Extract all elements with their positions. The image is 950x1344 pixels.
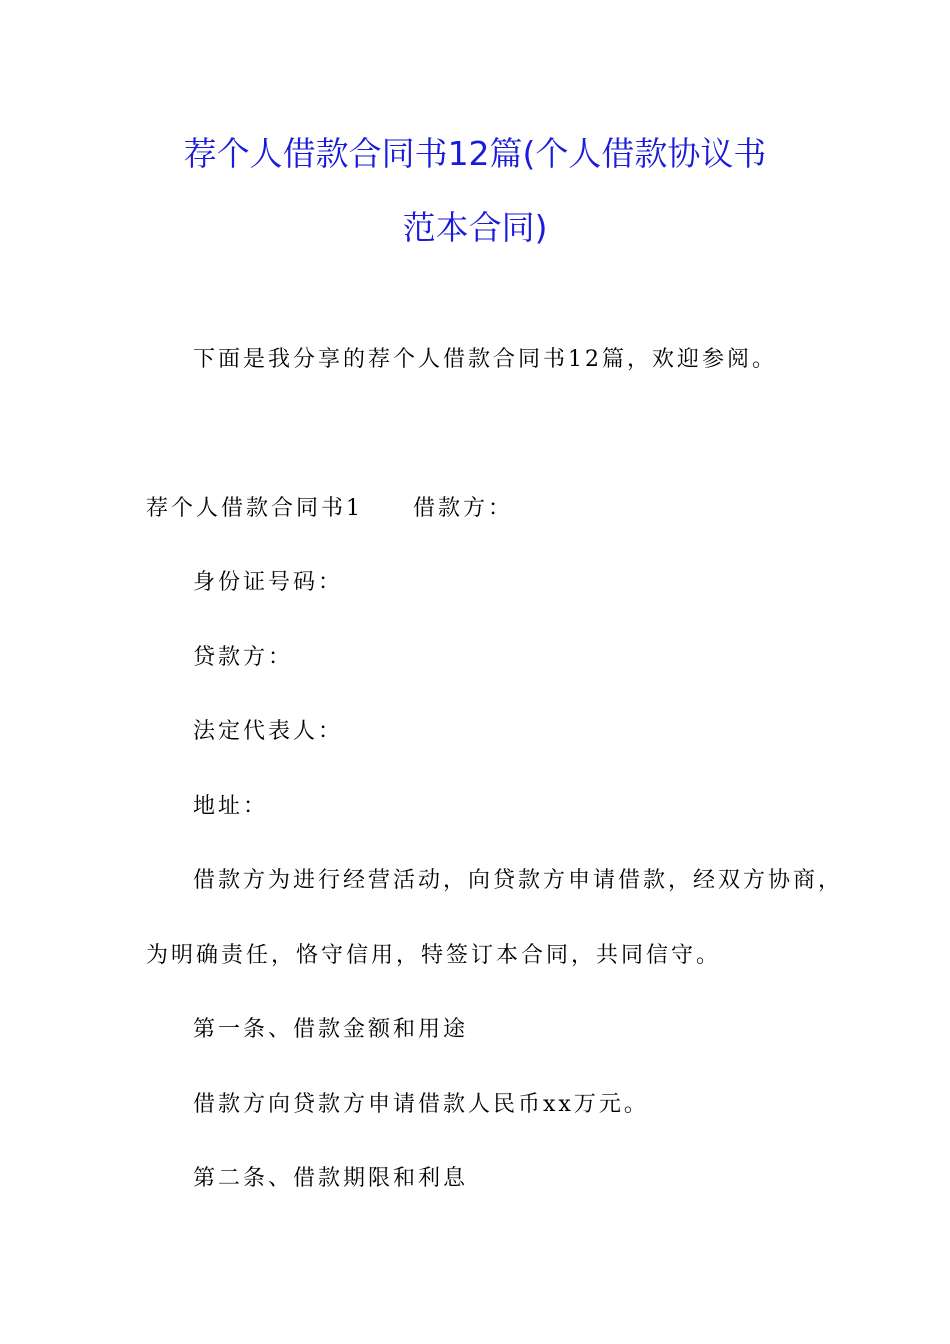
section-1-heading-line <box>146 494 513 524</box>
intro-paragraph: 下面是我分享的荐个人借款合同书12篇，欢迎参阅。 <box>193 347 777 372</box>
address-label: 地址： <box>193 794 269 819</box>
article-2-heading: 第二条、借款期限和利息 <box>193 1166 469 1191</box>
document-title-line-2: 范本合同) <box>402 208 548 247</box>
purpose-paragraph-line-1: 借款方为进行经营活动，向贷款方申请借款，经双方协商， <box>193 868 844 893</box>
borrower-label: 借款方： <box>413 496 514 521</box>
section-1-heading: 荐个人借款合同书1 <box>146 496 363 521</box>
purpose-paragraph-line-2: 为明确责任，恪守信用，特签订本合同，共同信守。 <box>146 943 722 968</box>
lender-label: 贷款方： <box>193 645 294 670</box>
legal-representative-label: 法定代表人： <box>193 719 344 744</box>
article-1-heading: 第一条、借款金额和用途 <box>193 1017 469 1042</box>
article-1-body: 借款方向贷款方申请借款人民币xx万元。 <box>193 1092 649 1117</box>
document-title-line-1: 荐个人借款合同书12篇(个人借款协议书 <box>183 134 767 173</box>
id-number-label: 身份证号码： <box>193 570 344 595</box>
